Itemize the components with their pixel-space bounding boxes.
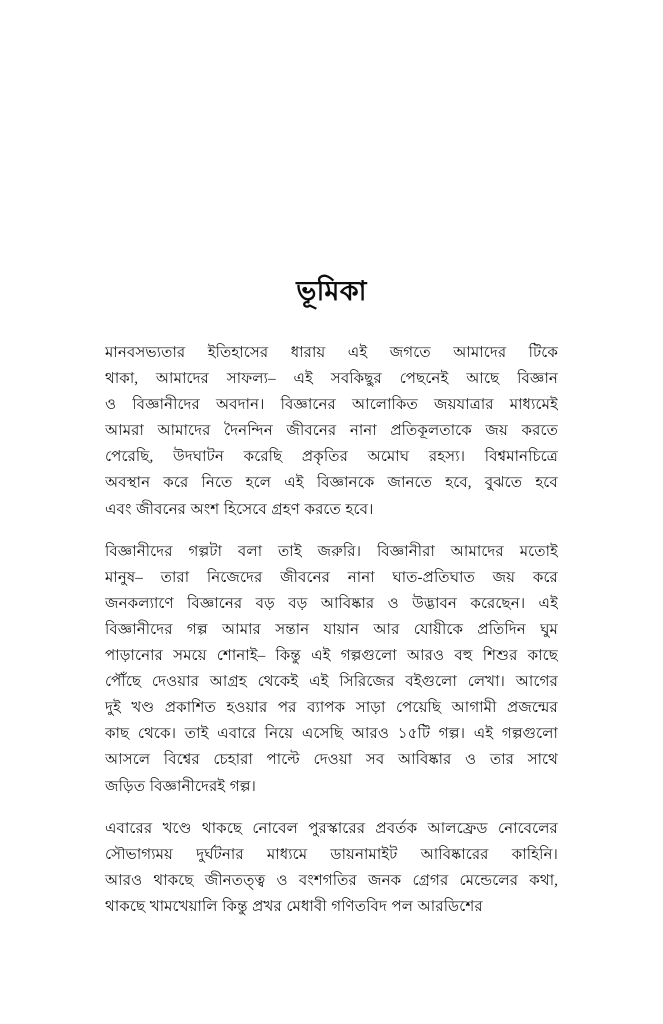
text-word: রহস্য।: [428, 448, 466, 466]
text-word: টিকে: [528, 344, 558, 361]
text-word: ঘুম: [540, 620, 558, 638]
text-word: জীনতত্ত্ব: [204, 871, 266, 889]
text-word: বংশগতির: [298, 871, 357, 889]
text-word: ব্যাপক: [307, 699, 346, 717]
text-word: করেছেন।: [470, 594, 526, 612]
text-word: সন্তান: [275, 620, 310, 638]
text-word: সাফল্য–: [226, 370, 276, 388]
text-word: বিজ্ঞানীদেরই: [149, 777, 226, 795]
text-line: [105, 539, 558, 565]
text-word: করতে: [304, 500, 341, 518]
text-word: বিজ্ঞানের: [187, 594, 243, 612]
text-word: এই: [309, 673, 329, 691]
text-line: [105, 591, 558, 617]
text-word: বিজ্ঞানের: [280, 396, 336, 414]
text-word: কিন্তু: [275, 647, 301, 665]
text-word: নিজেদের: [206, 568, 263, 586]
text-word: থাকা,: [105, 370, 139, 388]
text-line: [105, 340, 558, 366]
text-word: প্রকাশিত: [164, 699, 216, 717]
text-word: বিজ্ঞানীদের: [132, 396, 200, 414]
text-word: আগ্রহ: [209, 673, 247, 691]
text-word: প্রতিকূলতাকে: [390, 422, 472, 440]
text-word: অবদান।: [216, 396, 265, 414]
text-word: বিশ্বের: [163, 751, 200, 769]
text-word: আমাদের: [157, 422, 211, 440]
text-word: থাকছে: [153, 871, 194, 889]
text-word: এই: [311, 647, 331, 665]
text-word: তার: [489, 751, 514, 769]
text-word: পাড়ানোর: [105, 647, 163, 665]
text-word: আবিষ্কার: [397, 751, 452, 769]
text-word: তাই: [278, 542, 302, 560]
text-word: আলোকিত: [351, 396, 418, 414]
text-line: [105, 842, 558, 868]
text-word: অংশ: [190, 500, 220, 518]
text-word: জয়যাত্রার: [434, 396, 494, 414]
text-word: কাছে: [527, 647, 558, 665]
text-word: এই: [284, 474, 304, 492]
text-word: মেন্ডেলের: [459, 871, 519, 889]
text-line: [105, 721, 558, 747]
text-line: [105, 497, 558, 523]
text-word: প্রবর্তক: [375, 819, 418, 837]
text-word: খণ্ডে: [162, 819, 192, 837]
text-word: পৌঁছে: [105, 673, 142, 691]
text-word: জরুরি।: [317, 542, 362, 560]
text-word: লেখা।: [467, 673, 505, 691]
text-word: ঘাত-প্রতিঘাত: [392, 568, 475, 586]
text-line: [105, 669, 558, 695]
text-word: এই: [538, 594, 558, 612]
text-word: ১৫টি: [397, 725, 431, 743]
text-word: সাড়া: [355, 699, 386, 717]
text-word: আরডিশের: [417, 897, 483, 915]
text-word: আছে: [466, 370, 500, 388]
text-word: নোবেলের: [497, 819, 558, 837]
text-line: [105, 774, 558, 800]
text-word: দেওয়ার: [151, 673, 199, 691]
text-line: [105, 617, 558, 643]
text-word: সৌভাগ্যময়: [105, 845, 173, 863]
text-word: পেয়েছি: [396, 699, 442, 717]
text-word: আমাদের: [155, 370, 209, 388]
text-word: পেছনেই: [399, 370, 449, 388]
text-line: [105, 747, 558, 773]
text-line: [105, 418, 558, 444]
text-word: পুরস্কারের: [308, 819, 366, 837]
text-word: মাধ্যমেই: [509, 396, 558, 414]
text-word: আসলে: [105, 751, 151, 769]
text-word: হবে।: [345, 500, 374, 518]
text-word: কিন্তু: [222, 897, 248, 915]
text-word: কাছ: [105, 725, 130, 743]
text-word: থেকেই: [257, 673, 299, 691]
text-line: [105, 894, 558, 920]
text-word: বিজ্ঞানীরা: [376, 542, 435, 560]
text-word: জয়: [492, 568, 516, 586]
text-word: চেহারা: [213, 751, 253, 769]
text-word: করেছি: [243, 448, 283, 466]
text-word: এই: [347, 344, 368, 361]
text-word: সময়ে: [173, 647, 207, 665]
text-word: নানা: [349, 422, 377, 440]
text-word: অমোঘ: [367, 448, 410, 466]
text-word: এবারের: [105, 819, 153, 837]
text-word: সবকিছুর: [330, 370, 382, 388]
text-word: আগের: [515, 673, 558, 691]
text-word: দৈনন্দিন: [224, 422, 273, 440]
text-word: বলা: [237, 542, 263, 560]
text-word: জীবনের: [286, 422, 337, 440]
text-word: আরও: [105, 871, 143, 889]
text-word: সব: [365, 751, 385, 769]
text-word: হিসেবে: [223, 500, 267, 518]
text-word: আরও: [351, 725, 390, 743]
text-line: [105, 816, 558, 842]
text-word: গল্পগুলো: [340, 647, 397, 665]
paragraph-1: [105, 340, 558, 523]
text-word: আবিষ্কার: [320, 594, 375, 612]
text-word: থেকে।: [137, 725, 177, 743]
text-word: আমার: [221, 620, 261, 638]
text-word: বিজ্ঞানীদের: [105, 620, 173, 638]
text-word: এসেছি: [301, 725, 344, 743]
text-word: জগতে: [389, 344, 431, 361]
text-word: বড়: [255, 594, 275, 612]
text-line: [105, 565, 558, 591]
text-line: [105, 366, 558, 392]
text-word: নিতে: [201, 474, 233, 492]
text-word: উদ্ভাবন: [412, 594, 457, 612]
text-word: পল: [391, 897, 414, 915]
text-word: এই: [473, 725, 494, 743]
text-word: ও: [105, 396, 117, 414]
text-word: কথা,: [529, 871, 558, 889]
text-word: দেওয়া: [313, 751, 353, 769]
text-word: করতে: [521, 422, 558, 440]
text-word: প্রকৃতির: [301, 448, 348, 466]
text-word: জনক: [368, 871, 402, 889]
text-word: মতোই: [519, 542, 558, 560]
text-word: বহু: [454, 647, 473, 665]
text-word: খামখেয়ালি: [149, 897, 218, 915]
text-word: জড়িত: [105, 777, 146, 795]
text-word: গল্পগুলো: [501, 725, 558, 743]
text-word: এবং: [105, 500, 132, 518]
text-word: জানতে: [387, 474, 433, 492]
text-word: পাল্টে: [266, 751, 300, 769]
text-word: আমাদের: [450, 542, 504, 560]
text-word: প্রতিদিন: [477, 620, 526, 638]
text-word: ও: [387, 594, 399, 612]
text-word: বইগুলো: [405, 673, 457, 691]
text-word: তাই: [184, 725, 209, 743]
page-body: [105, 272, 558, 920]
text-word: গল্প।: [438, 725, 466, 743]
text-word: আমরা: [105, 422, 144, 440]
text-word: ইতিহাসের: [207, 344, 269, 361]
text-word: বড়: [288, 594, 308, 612]
text-word: মানবসভ্যতার: [105, 344, 186, 361]
text-word: মানুষ–: [105, 568, 143, 586]
text-word: জীবনের: [136, 500, 187, 518]
text-word: হওয়ার: [226, 699, 268, 717]
text-line: [105, 392, 558, 418]
text-word: করে: [163, 474, 189, 492]
text-word: যোয়ীকে: [413, 620, 464, 638]
text-line: [105, 695, 558, 721]
text-word: দুর্ঘটনার: [196, 845, 244, 863]
text-word: বিজ্ঞানকে: [316, 474, 375, 492]
text-line: [105, 643, 558, 669]
page-title: ভূমিকা: [296, 276, 367, 306]
text-word: অবস্থান: [105, 474, 151, 492]
text-word: থাকছে: [201, 819, 243, 837]
text-word: ও: [276, 871, 288, 889]
text-line: [105, 868, 558, 894]
text-word: শোনাই–: [216, 647, 266, 665]
text-word: দুই: [105, 699, 121, 717]
text-word: আলফ্রেড: [427, 819, 488, 837]
text-word: ডায়নামাইট: [330, 845, 398, 863]
text-word: গণিতবিদ: [331, 897, 387, 915]
text-word: বিশ্বমানচিত্রে: [484, 448, 558, 466]
text-word: ধারায়: [290, 344, 326, 361]
text-word: পর: [277, 699, 297, 717]
text-word: গ্রেগর: [412, 871, 449, 889]
text-word: যায়ান: [323, 620, 360, 638]
text-word: আর: [373, 620, 400, 638]
paragraph-2: [105, 539, 558, 800]
text-word: কাহিনি।: [511, 845, 558, 863]
text-word: হলে: [245, 474, 272, 492]
text-word: বুঝতে: [484, 474, 523, 492]
text-word: সাথে: [527, 751, 558, 769]
text-word: করে: [532, 568, 558, 586]
text-word: এই: [293, 370, 313, 388]
text-word: আগামী: [451, 699, 497, 717]
text-word: হবে: [535, 474, 558, 492]
text-word: জনকল্যাণে: [105, 594, 174, 612]
text-word: আরও: [406, 647, 445, 665]
text-word: গ্রহণ: [271, 500, 300, 518]
text-word: গল্প।: [229, 777, 256, 795]
text-word: গল্প: [186, 620, 208, 638]
text-word: এবারে: [217, 725, 257, 743]
text-word: বিজ্ঞান: [517, 370, 558, 388]
text-line: [105, 444, 558, 470]
text-word: সিরিজের: [339, 673, 395, 691]
text-word: নোবেল: [252, 819, 298, 837]
text-word: প্রখর: [252, 897, 282, 915]
text-word: নিয়ে: [264, 725, 294, 743]
text-word: থাকছে: [105, 897, 146, 915]
text-word: মাধ্যমে: [266, 845, 308, 863]
text-word: ও: [465, 751, 477, 769]
text-word: মেধাবী: [286, 897, 327, 915]
text-word: আমাদের: [453, 344, 507, 361]
text-word: তারা: [160, 568, 190, 586]
text-word: গল্পটা: [188, 542, 222, 560]
paragraph-3: [105, 816, 558, 920]
text-word: নানা: [347, 568, 375, 586]
text-word: হবে,: [445, 474, 472, 492]
text-word: বিজ্ঞানীদের: [105, 542, 173, 560]
text-word: প্রজন্মের: [507, 699, 558, 717]
text-word: জয়: [485, 422, 508, 440]
text-word: জীবনের: [280, 568, 331, 586]
text-word: আবিষ্কারের: [420, 845, 489, 863]
text-line: [105, 470, 558, 496]
text-word: শিশুর: [482, 647, 518, 665]
text-word: উদঘাটন: [172, 448, 224, 466]
text-word: খণ্ড: [131, 699, 155, 717]
text-word: পেরেছি,: [105, 448, 154, 466]
